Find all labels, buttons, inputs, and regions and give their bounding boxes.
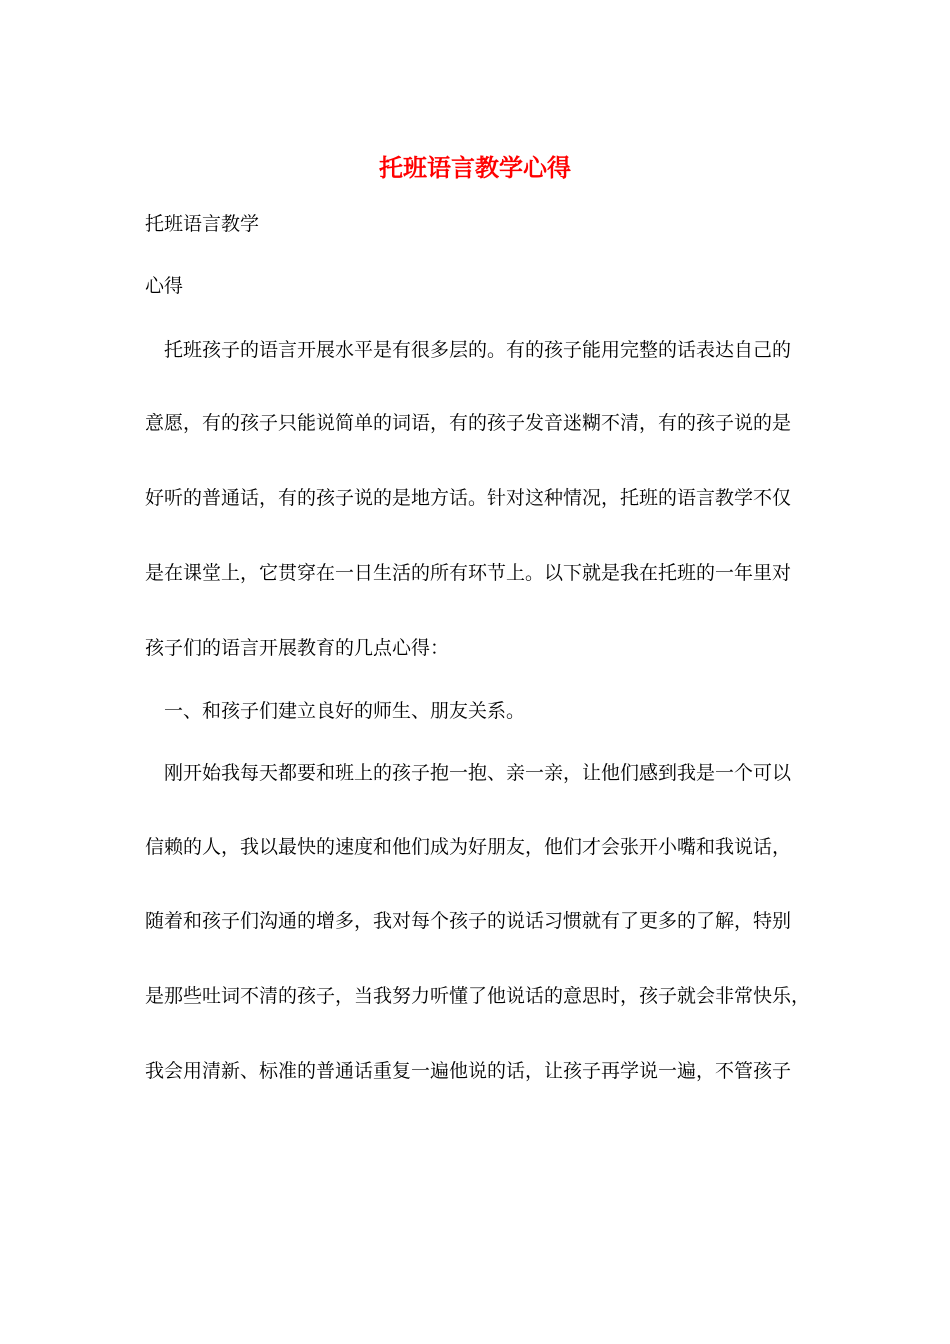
body-text-line: 随着和孩子们沟通的增多，我对每个孩子的说话习惯就有了更多的了解，特别 — [145, 910, 792, 932]
body-text-line: 刚开始我每天都要和班上的孩子抱一抱、亲一亲，让他们感到我是一个可以 — [145, 762, 792, 784]
body-text-line: 好听的普通话，有的孩子说的是地方话。针对这种情况，托班的语言教学不仅 — [145, 487, 792, 509]
body-text-line: 孩子们的语言开展教育的几点心得： — [145, 637, 450, 659]
subtitle-line: 托班语言教学 — [145, 213, 260, 235]
body-text-line: 是那些吐词不清的孩子，当我努力听懂了他说话的意思时，孩子就会非常快乐， — [145, 985, 811, 1007]
section-heading: 一、和孩子们建立良好的师生、朋友关系。 — [145, 700, 526, 722]
body-text-line: 托班孩子的语言开展水平是有很多层的。有的孩子能用完整的话表达自己的 — [145, 339, 792, 361]
body-text-line: 是在课堂上，它贯穿在一日生活的所有环节上。以下就是我在托班的一年里对 — [145, 562, 792, 584]
subtitle-line: 心得 — [145, 275, 184, 297]
document-title: 托班语言教学心得 — [379, 153, 571, 182]
body-text-line: 信赖的人，我以最快的速度和他们成为好朋友，他们才会张开小嘴和我说话， — [145, 836, 792, 858]
body-text-line: 意愿，有的孩子只能说简单的词语，有的孩子发音迷糊不清，有的孩子说的是 — [145, 412, 792, 434]
body-text-line: 我会用清新、标准的普通话重复一遍他说的话，让孩子再学说一遍，不管孩子 — [145, 1060, 792, 1082]
